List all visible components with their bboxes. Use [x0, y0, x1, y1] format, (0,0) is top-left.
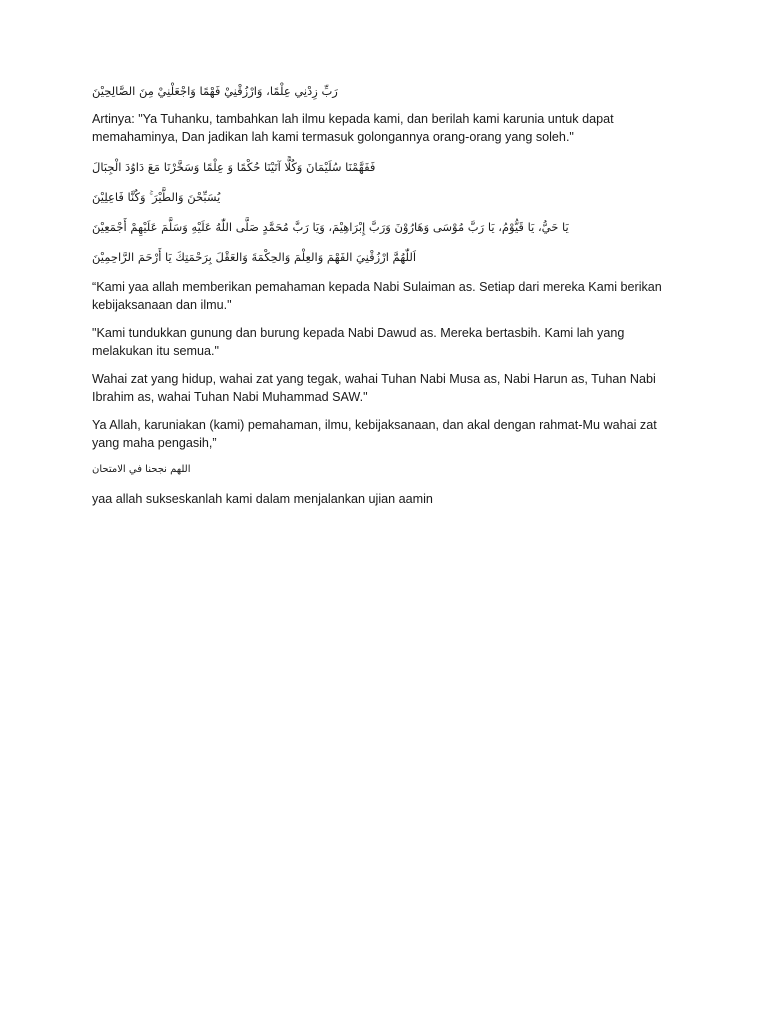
translation-dawud: "Kami tundukkan gunung dan burung kepada Nabi Dawud as. Mereka bertasbih. Kami lah yang melakukan itu semua." [92, 326, 625, 358]
document-page [92, 80, 678, 508]
translation-sulaiman: “Kami yaa allah memberikan pemahaman kepada Nabi Sulaiman as. Setiap dari mereka Kami berikan kebijaksanaan dan ilmu." [92, 280, 662, 312]
arabic-exam-prayer: اللهم نجحنا في الامتحان [92, 464, 191, 475]
arabic-prayer-understanding: اَللّٰهُمَّ ارْزُقْنِيَ الفَهْمَ وَالعِلْمَ وَالحِكْمَةَ وَالعَقْلَ بِرَحْمَتِكَ يَا أَرْحَمَ الرَّاحِمِيْنَ [92, 250, 417, 264]
translation-prayer-knowledge: Artinya: "Ya Tuhanku, tambahkan lah ilmu kepada kami, dan berilah kami karunia untuk dapat memahaminya, Dan jadikan lah kami termasuk golongannya orang-orang yang soleh." [92, 112, 614, 144]
arabic-verse-sulaiman: فَفَهَّمْنَا سُلَيْمَانَ وَكُلًّا آتَيْنَا حُكْمًا وَ عِلْمًا وَسَخَّرْنَا مَعَ دَاوُدَ الْجِبَالَ [92, 160, 376, 174]
arabic-prayer-knowledge: رَبِّ زِدْنِي عِلْمًا، وَارْزُقْنِيْ فَهْمًا وَاجْعَلْنِيْ مِنَ الصَّالِحِيْنَ [92, 84, 338, 98]
translation-invocation: Wahai zat yang hidup, wahai zat yang tegak, wahai Tuhan Nabi Musa as, Nabi Harun as, Tuhan Nabi Ibrahim as, wahai Tuhan Nabi Muhammad SAW." [92, 372, 656, 404]
translation-exam-prayer: yaa allah sukseskanlah kami dalam menjalankan ujian aamin [92, 492, 433, 506]
translation-prayer-understanding: Ya Allah, karuniakan (kami) pemahaman, ilmu, kebijaksanaan, dan akal dengan rahmat-Mu wahai zat yang maha pengasih,” [92, 418, 657, 450]
arabic-invocation: يَا حَيُّ، يَا قَيُّوْمُ، يَا رَبَّ مُوْسَى وَهَارُوْنَ وَرَبَّ إِبْرَاهِيْمَ، وَيَا رَبَّ مُحَمَّدٍ صَلَّى اللّٰهُ عَلَيْهِ وَسَلَّمَ عَلَيْهِمْ أَجْمَعِيْنَ [92, 220, 569, 234]
arabic-verse-sulaiman-cont: يُسَبِّحْنَ وَالطَّيْرَ ۚ وَكُنَّا فَاعِلِيْنَ [92, 190, 221, 204]
